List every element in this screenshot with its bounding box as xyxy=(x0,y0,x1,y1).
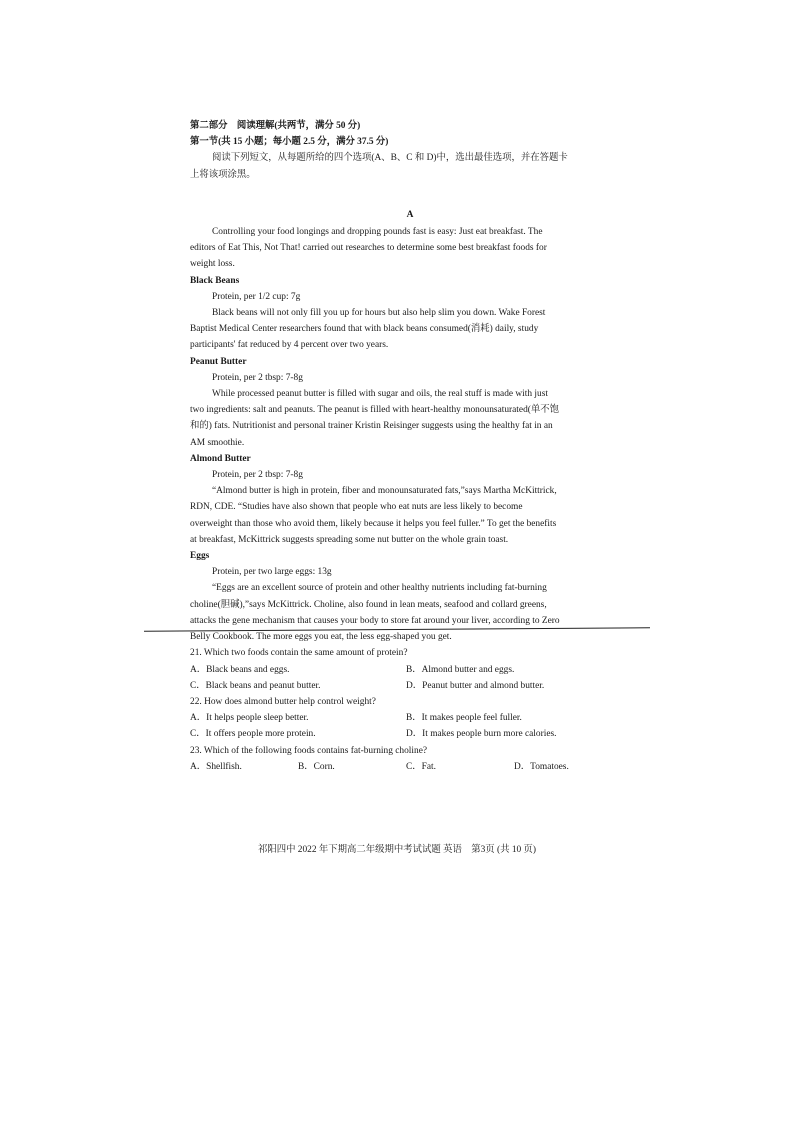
food-heading-eggs: Eggs xyxy=(190,551,210,562)
food-text-line: choline(胆碱),”says McKittrick. Choline, also found in lean meats, seafood and collard greens, xyxy=(190,599,547,610)
food-text-line: Black beans will not only fill you up for hours but also help slim you down. Wake Forest xyxy=(212,308,546,319)
food-text-line: overweight than those who avoid them, likely because it helps you feel fuller.” To get the benefits xyxy=(190,518,557,529)
option-23-c[interactable]: C．Fat. xyxy=(406,761,436,772)
option-21-a[interactable]: A．Black beans and eggs. xyxy=(190,664,290,675)
passage-label: A xyxy=(406,209,414,220)
option-22-b[interactable]: B．It makes people feel fuller. xyxy=(406,713,522,724)
question-21-stem: 21. Which two foods contain the same amount of protein? xyxy=(190,648,408,659)
option-21-b[interactable]: B．Almond butter and eggs. xyxy=(406,664,515,675)
food-protein-eggs: Protein, per two large eggs: 13g xyxy=(212,567,332,578)
food-protein-almond-butter: Protein, per 2 tbsp: 7-8g xyxy=(212,470,303,481)
question-22-stem: 22. How does almond butter help control weight? xyxy=(190,696,376,707)
food-heading-peanut-butter: Peanut Butter xyxy=(190,356,247,367)
section-title: 第一节(共 15 小题；每小题 2.5 分，满分 37.5 分) xyxy=(190,137,389,148)
option-23-b[interactable]: B．Corn. xyxy=(298,761,335,772)
food-text-line: RDN, CDE. “Studies have also shown that people who eat nuts are less likely to become xyxy=(190,502,523,513)
question-21-options-row-1 xyxy=(190,662,630,678)
food-text-line: at breakfast, McKittrick suggests spreading some nut butter on the whole grain toast. xyxy=(190,534,509,545)
question-22-options-row-1 xyxy=(190,710,630,726)
option-23-a[interactable]: A．Shellfish. xyxy=(190,761,242,772)
option-22-a[interactable]: A．It helps people sleep better. xyxy=(190,713,309,724)
food-heading-black-beans: Black Beans xyxy=(190,275,240,286)
food-text-line: While processed peanut butter is filled with sugar and oils, the real stuff is made with just xyxy=(212,389,548,400)
question-22-options-row-2 xyxy=(190,726,630,742)
food-text-line: two ingredients: salt and peanuts. The peanut is filled with heart-healthy monounsaturated(单不饱 xyxy=(190,405,560,416)
intro-line-1: Controlling your food longings and dropping pounds fast is easy: Just eat breakfast. The xyxy=(212,227,543,238)
food-text-line: Belly Cookbook. The more eggs you eat, the less egg-shaped you get. xyxy=(190,632,452,643)
food-text-line: “Almond butter is high in protein, fiber and monounsaturated fats,”says Martha McKittrick, xyxy=(212,486,557,497)
option-23-d[interactable]: D．Tomatoes. xyxy=(514,761,569,772)
food-text-line: AM smoothie. xyxy=(190,437,245,448)
exam-page-content xyxy=(190,118,630,775)
food-text-line: participants' fat reduced by 4 percent over two years. xyxy=(190,340,389,351)
food-text-line: 和的) fats. Nutritionist and personal trainer Kristin Reisinger suggests using the healthy fat in an xyxy=(190,421,553,432)
intro-line-2: editors of Eat This, Not That! carried out researches to determine some best breakfast foods for xyxy=(190,243,547,254)
instructions-line-1: 阅读下列短文，从每题所给的四个选项(A、B、C 和 D)中，选出最佳选项，并在答题卡 xyxy=(212,153,568,164)
food-protein-black-beans: Protein, per 1/2 cup: 7g xyxy=(212,291,301,302)
question-23-stem: 23. Which of the following foods contains fat-burning choline? xyxy=(190,745,428,756)
food-text-line: “Eggs are an excellent source of protein and other healthy nutrients including fat-burning xyxy=(212,583,547,594)
food-text-line: attacks the gene mechanism that causes your body to store fat around your liver, according to Zero xyxy=(190,615,560,626)
page-footer: 祁阳四中 2022 年下期高二年级期中考试试题 英语 第3页 (共 10 页) xyxy=(257,845,537,855)
intro-line-3: weight loss. xyxy=(190,259,235,270)
option-22-c[interactable]: C．It offers people more protein. xyxy=(190,729,316,740)
question-21-options-row-2 xyxy=(190,678,630,694)
option-22-d[interactable]: D．It makes people burn more calories. xyxy=(406,729,557,740)
question-23-options-row xyxy=(190,759,630,775)
food-heading-almond-butter: Almond Butter xyxy=(190,453,251,464)
option-21-d[interactable]: D．Peanut butter and almond butter. xyxy=(406,680,545,691)
instructions-line-2: 上将该项涂黑。 xyxy=(190,169,256,180)
option-21-c[interactable]: C．Black beans and peanut butter. xyxy=(190,680,321,691)
food-text-line: Baptist Medical Center researchers found that with black beans consumed(消耗) daily, study xyxy=(190,324,539,335)
food-protein-peanut-butter: Protein, per 2 tbsp: 7-8g xyxy=(212,372,303,383)
part-title: 第二部分 阅读理解(共两节，满分 50 分) xyxy=(190,121,361,131)
